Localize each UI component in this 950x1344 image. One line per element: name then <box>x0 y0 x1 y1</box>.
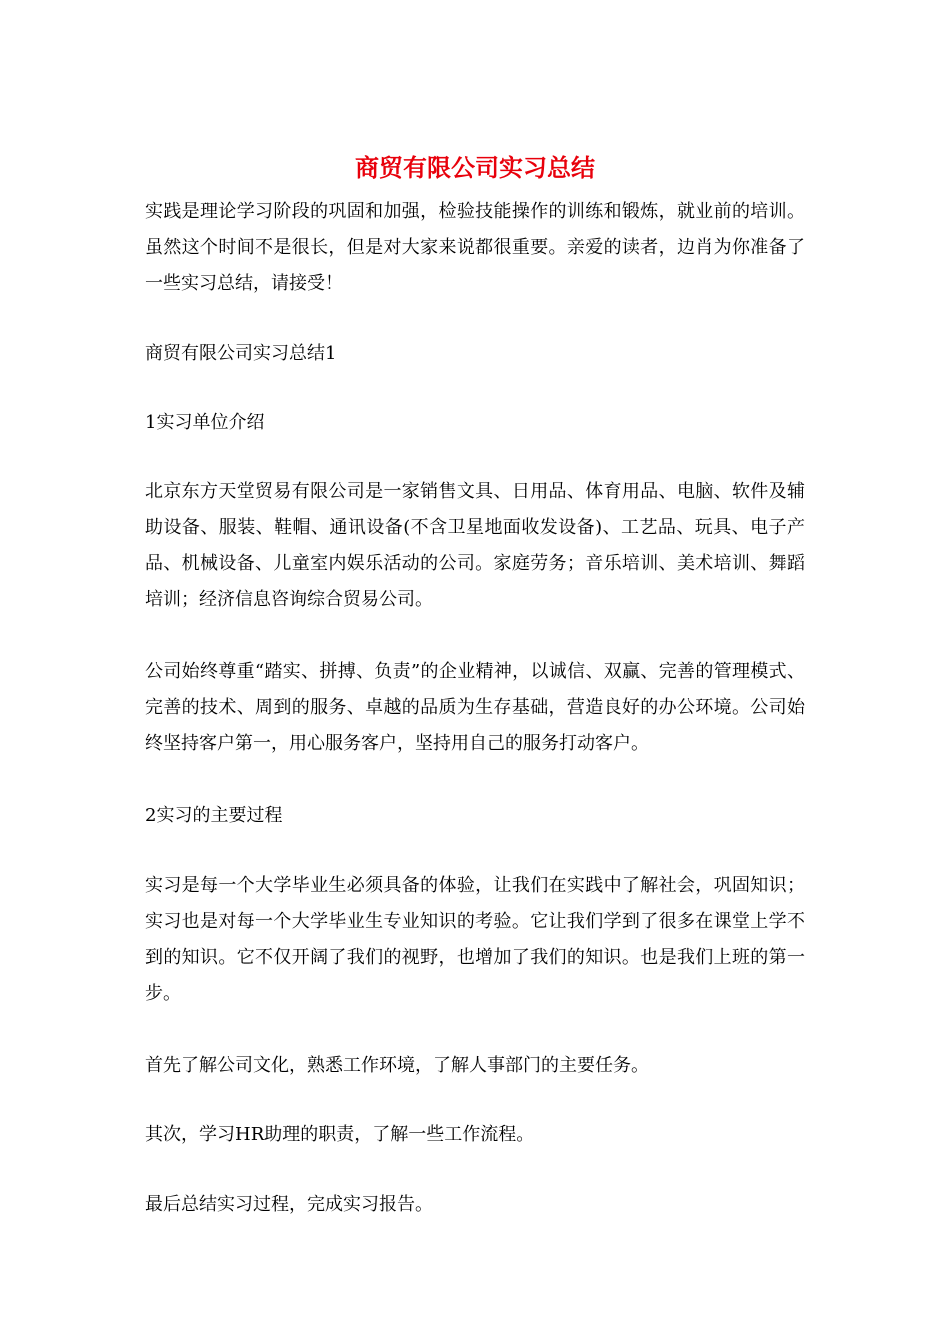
step-last-paragraph: 最后总结实习过程，完成实习报告。 <box>145 1194 433 1215</box>
document-title: 商贸有限公司实习总结 <box>355 153 595 182</box>
summary-subtitle: 商贸有限公司实习总结1 <box>145 343 337 364</box>
company-values-paragraph: 公司始终尊重“踏实、拼搏、负责”的企业精神，以诚信、双赢、完善的管理模式、完善的技术、周到的服务、卓越的品质为生存基础，营造良好的办公环境。公司始终坚持客户第一，用心服务客户，坚持用自己的服务打动客户。 <box>145 661 805 754</box>
intro-paragraph: 实践是理论学习阶段的巩固和加强，检验技能操作的训练和锻炼，就业前的培训。虽然这个时间不是很长，但是对大家来说都很重要。亲爱的读者，边肖为你准备了一些实习总结，请接受！ <box>145 201 805 294</box>
step-second-paragraph: 其次，学习HR助理的职责，了解一些工作流程。 <box>145 1124 535 1145</box>
internship-experience-paragraph: 实习是每一个大学毕业生必须具备的体验，让我们在实践中了解社会，巩固知识；实习也是对每一个大学毕业生专业知识的考验。它让我们学到了很多在课堂上学不到的知识。它不仅开阔了我们的视野，也增加了我们的知识。也是我们上班的第一步。 <box>145 875 805 1004</box>
section-1-heading: 1实习单位介绍 <box>145 412 265 433</box>
step-first-paragraph: 首先了解公司文化，熟悉工作环境，了解人事部门的主要任务。 <box>145 1055 649 1076</box>
section-2-heading: 2实习的主要过程 <box>145 805 283 826</box>
company-description-paragraph: 北京东方天堂贸易有限公司是一家销售文具、日用品、体育用品、电脑、软件及辅助设备、服装、鞋帽、通讯设备(不含卫星地面收发设备)、工艺品、玩具、电子产品、机械设备、儿童室内娱乐活动的公司。家庭劳务；音乐培训、美术培训、舞蹈培训；经济信息咨询综合贸易公司。 <box>145 481 805 610</box>
